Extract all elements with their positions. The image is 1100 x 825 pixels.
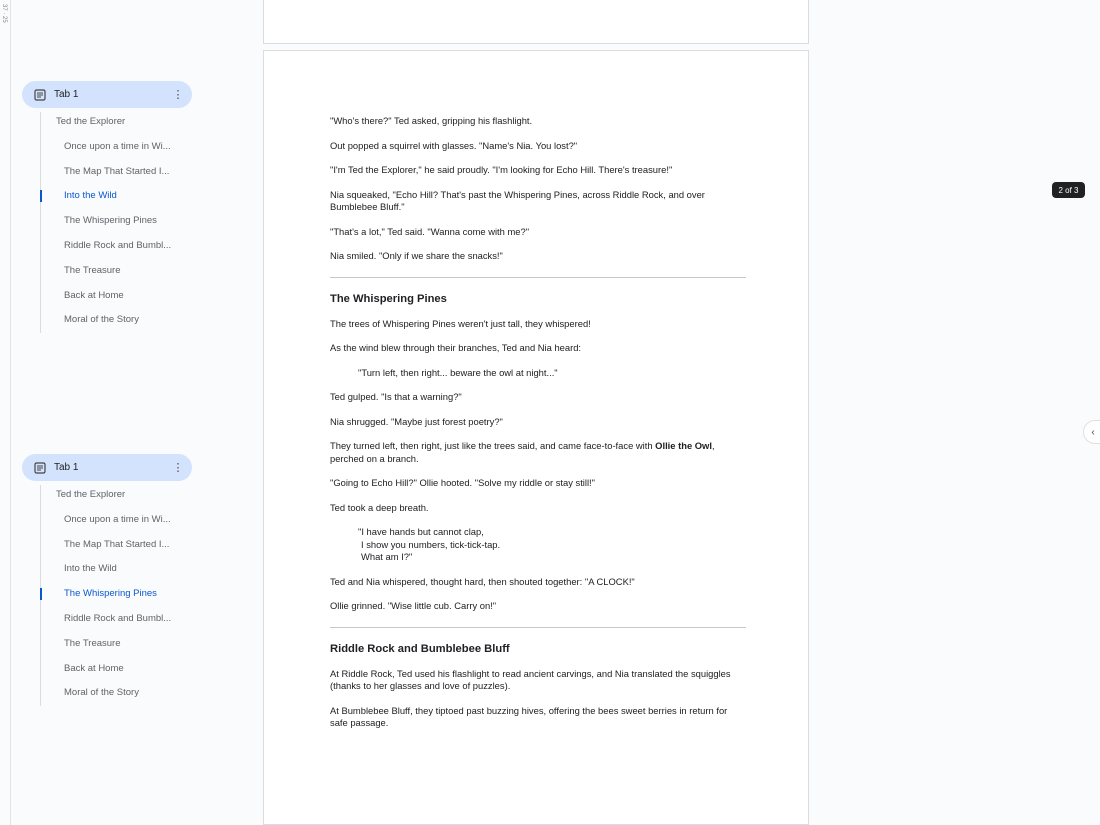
rail-marker: 37 · 25 bbox=[1, 4, 7, 23]
tab-label: Tab 1 bbox=[54, 89, 79, 100]
paragraph: Ollie grinned. "Wise little cub. Carry on!" bbox=[330, 600, 497, 611]
tab-chip[interactable] bbox=[22, 81, 192, 108]
document-outline bbox=[22, 81, 197, 333]
tab-chip[interactable] bbox=[22, 454, 192, 481]
section-divider bbox=[330, 627, 746, 628]
outline-item-back-at-home[interactable]: Back at Home bbox=[64, 662, 124, 674]
outline-item-once-upon-a-time[interactable]: Once upon a time in Wi... bbox=[64, 140, 171, 152]
outline-item-riddle-rock[interactable]: Riddle Rock and Bumbl... bbox=[64, 239, 172, 251]
chevron-left-icon: ‹ bbox=[1091, 426, 1095, 438]
paragraph: Nia shrugged. "Maybe just forest poetry?" bbox=[330, 415, 503, 427]
paragraph bbox=[330, 440, 746, 465]
outline-item-ted-the-explorer[interactable]: Ted the Explorer bbox=[56, 116, 126, 127]
more-options-icon[interactable]: ⋮ bbox=[172, 89, 184, 101]
heading-riddle-rock: Riddle Rock and Bumblebee Bluff bbox=[330, 642, 510, 655]
text-run: They turned left, then right, just like the trees said, and came face-to-face with bbox=[330, 440, 656, 451]
verse-line: What am I?" bbox=[361, 551, 413, 562]
outline-item-the-treasure[interactable]: The Treasure bbox=[64, 264, 121, 276]
outline-item-back-at-home[interactable]: Back at Home bbox=[64, 289, 124, 301]
outline-item-the-map[interactable]: The Map That Started I... bbox=[64, 538, 170, 550]
document-body[interactable] bbox=[330, 115, 746, 742]
bold-text: Ollie the Owl bbox=[655, 440, 712, 451]
paragraph: "I'm Ted the Explorer," he said proudly. "I'm looking for Echo Hill. There's treasure!" bbox=[330, 164, 673, 175]
paragraph: Nia squeaked, "Echo Hill? That's past the Whispering Pines, across Riddle Rock, and over Bumblebee Bluff." bbox=[330, 188, 705, 212]
paragraph: Ted gulped. "Is that a warning?" bbox=[330, 391, 462, 402]
paragraph: Ted and Nia whispered, thought hard, then shouted together: "A CLOCK!" bbox=[330, 575, 635, 587]
document-page-previous bbox=[263, 0, 809, 44]
outline-item-whispering-pines[interactable]: The Whispering Pines bbox=[22, 582, 174, 607]
section-divider bbox=[330, 277, 746, 278]
paragraph: At Bumblebee Bluff, they tiptoed past buzzing hives, offering the bees sweet berries in return for safe passage. bbox=[330, 704, 728, 728]
outline-item-whispering-pines[interactable]: The Whispering Pines bbox=[64, 215, 157, 227]
outline-item-once-upon-a-time[interactable]: Once upon a time in Wi... bbox=[64, 513, 171, 525]
tab-label: Tab 1 bbox=[54, 462, 79, 473]
riddle-verse bbox=[330, 526, 746, 564]
outline-item-riddle-rock[interactable]: Riddle Rock and Bumbl... bbox=[64, 612, 172, 624]
heading-whispering-pines: The Whispering Pines bbox=[330, 292, 447, 305]
paragraph: "Going to Echo Hill?" Ollie hooted. "Solve my riddle or stay still!" bbox=[330, 477, 595, 488]
text-run: , perched on a branch. bbox=[330, 440, 715, 464]
document-outline bbox=[22, 454, 197, 706]
paragraph: As the wind blew through their branches, Ted and Nia heard: bbox=[330, 342, 582, 353]
outline-item-moral-of-the-story[interactable]: Moral of the Story bbox=[64, 687, 139, 699]
quoted-verse: "Turn left, then right... beware the owl at night..." bbox=[358, 366, 558, 378]
paragraph: "Who's there?" Ted asked, gripping his flashlight. bbox=[330, 115, 533, 126]
outline-items bbox=[22, 110, 197, 333]
outline-item-ted-the-explorer[interactable]: Ted the Explorer bbox=[56, 489, 126, 500]
paragraph: Nia smiled. "Only if we share the snacks!" bbox=[330, 250, 503, 261]
paragraph: At Riddle Rock, Ted used his flashlight to read ancient carvings, and Nia translated the squiggles (thanks to her glasses and love of puzzles). bbox=[330, 667, 731, 691]
paragraph: Out popped a squirrel with glasses. "Name's Nia. You lost?" bbox=[330, 139, 578, 151]
paragraph: The trees of Whispering Pines weren't just tall, they whispered! bbox=[330, 317, 591, 329]
outline-item-the-treasure[interactable]: The Treasure bbox=[64, 637, 121, 649]
paragraph: "That's a lot," Ted said. "Wanna come with me?" bbox=[330, 225, 530, 237]
outline-items bbox=[22, 483, 197, 706]
side-panel-toggle-button[interactable] bbox=[1083, 420, 1100, 444]
left-rail bbox=[0, 0, 11, 825]
document-page[interactable] bbox=[263, 50, 809, 825]
paragraph: Ted took a deep breath. bbox=[330, 501, 429, 513]
document-tab-icon bbox=[34, 89, 46, 101]
outline-item-into-the-wild[interactable]: Into the Wild bbox=[64, 563, 117, 575]
outline-item-the-map[interactable]: The Map That Started I... bbox=[64, 165, 170, 177]
document-tab-icon bbox=[34, 462, 46, 474]
page-indicator: 2 of 3 bbox=[1052, 182, 1085, 198]
outline-item-into-the-wild[interactable]: Into the Wild bbox=[22, 184, 174, 209]
verse-line: "I have hands but cannot clap, bbox=[358, 526, 484, 537]
more-options-icon[interactable]: ⋮ bbox=[172, 462, 184, 474]
outline-item-moral-of-the-story[interactable]: Moral of the Story bbox=[64, 314, 139, 326]
verse-line: I show you numbers, tick-tick-tap. bbox=[361, 538, 501, 550]
